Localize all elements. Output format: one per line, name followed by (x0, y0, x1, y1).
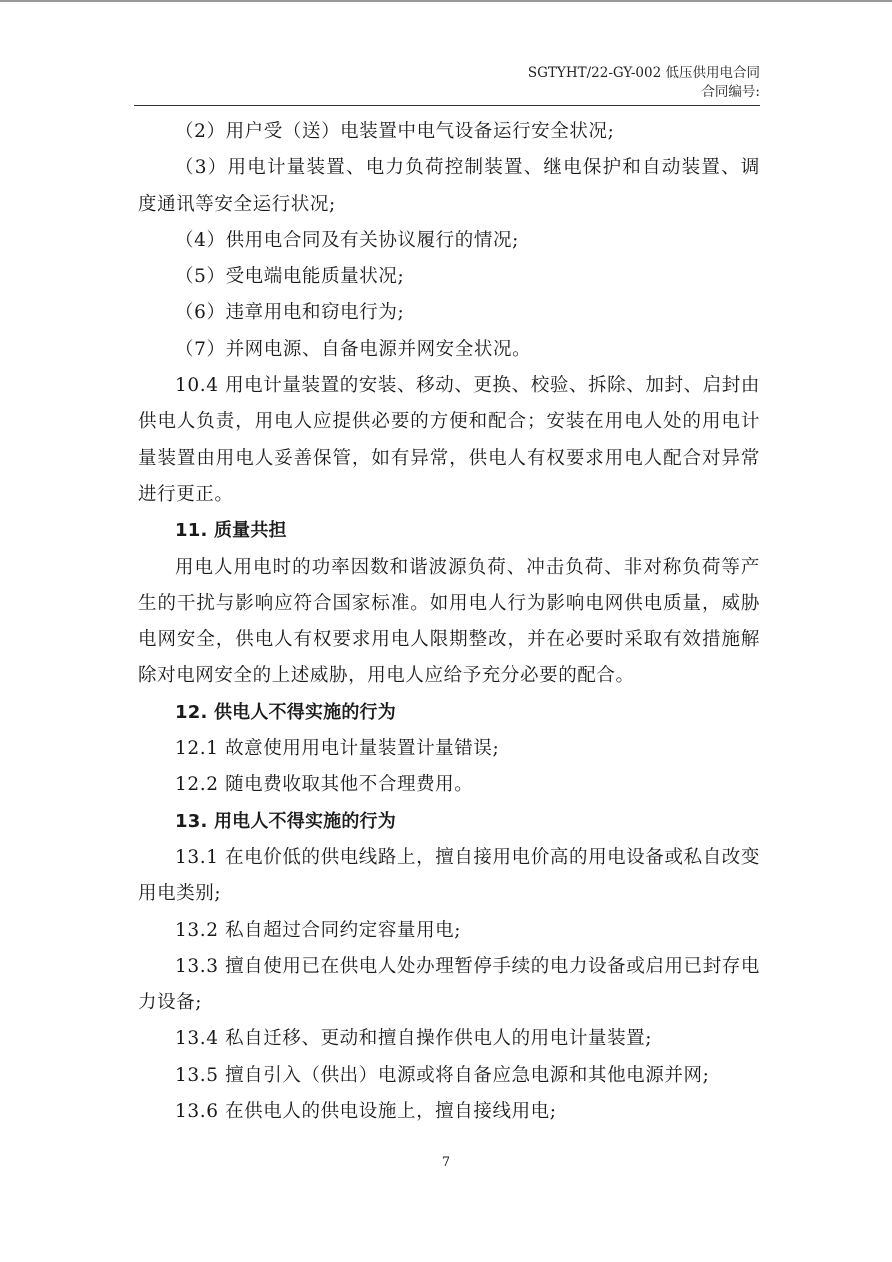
clause-paragraph: 13.2 私自超过合同约定容量用电; (175, 919, 462, 941)
document-body (138, 114, 760, 1130)
page-number: 7 (441, 1155, 451, 1170)
list-item: （4）供用电合同及有关协议履行的情况; (175, 229, 519, 251)
list-item: （5）受电端电能质量状况; (175, 266, 405, 288)
clause-paragraph: 13.3 擅自使用已在供电人处办理暂停手续的电力设备或启用已封存电力设备; (138, 955, 760, 1014)
list-item: （6）违章用电和窃电行为; (175, 302, 405, 324)
section-heading: 13. 用电人不得实施的行为 (175, 810, 396, 832)
header-divider (134, 105, 760, 106)
clause-paragraph: 12.2 随电费收取其他不合理费用。 (175, 774, 474, 796)
list-item: （2）用户受（送）电装置中电气设备运行安全状况; (175, 121, 615, 142)
contract-title: SGTYHT/22-GY-002 低压供用电合同 (527, 65, 760, 81)
section-heading: 11. 质量共担 (175, 520, 287, 542)
clause-paragraph: 13.5 擅自引入（供出）电源或将自备应急电源和其他电源并网; (175, 1064, 710, 1086)
section-paragraph: 用电人用电时的功率因数和谐波源负荷、冲击负荷、非对称负荷等产生的干扰与影响应符合国家标准。如用电人行为影响电网供电质量，威胁电网安全，供电人有权要求用电人限期整改，并在必要时采取有效措施解除对电网安全的上述威胁，用电人应给予充分必要的配合。 (138, 556, 760, 687)
section-heading: 12. 供电人不得实施的行为 (175, 701, 396, 723)
clause-paragraph: 10.4 用电计量装置的安装、移动、更换、校验、拆除、加封、启封由供电人负责，用电人应提供必要的方便和配合；安装在用电人处的用电计量装置由用电人妥善保管，如有异常，供电人有权要求用电人配合对异常进行更正。 (138, 375, 760, 505)
list-item: （7）并网电源、自备电源并网安全状况。 (175, 338, 532, 360)
clause-paragraph: 12.1 故意使用用电计量装置计量错误; (175, 738, 500, 760)
clause-paragraph: 13.1 在电价低的供电线路上，擅自接用电价高的用电设备或私自改变用电类别; (138, 846, 760, 905)
contract-number-label: 合同编号: (701, 84, 760, 100)
list-item: （3）用电计量装置、电力负荷控制装置、继电保护和自动装置、调度通讯等安全运行状况; (138, 157, 760, 215)
clause-paragraph: 13.6 在供电人的供电设施上，擅自接线用电; (175, 1101, 557, 1123)
document-header (134, 64, 760, 102)
clause-paragraph: 13.4 私自迁移、更动和擅自操作供电人的用电计量装置; (175, 1028, 653, 1050)
page-top-border (0, 0, 892, 2)
